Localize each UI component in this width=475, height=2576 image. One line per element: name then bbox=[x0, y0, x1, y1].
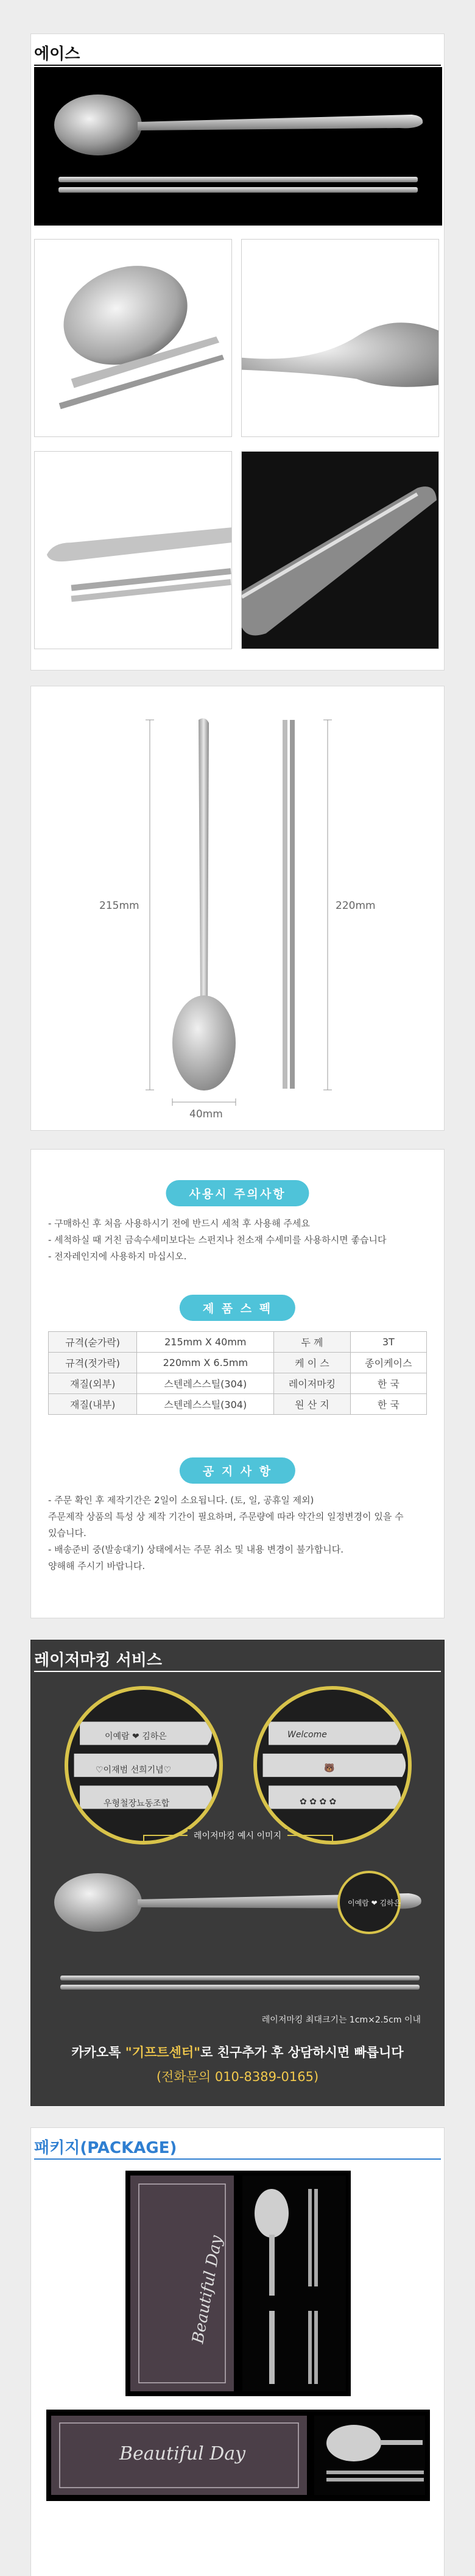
notice-note: - 배송준비 중(발송대기) 상태에서는 주문 취소 및 내용 변경이 불가합니다. bbox=[48, 1544, 344, 1555]
notice-note: 있습니다. bbox=[48, 1528, 86, 1539]
caution-note: - 구매하신 후 처음 사용하시기 전에 반드시 세척 후 사용해 주세요 bbox=[48, 1218, 310, 1229]
spec-cell: 규격(젓가락) bbox=[49, 1353, 137, 1373]
detail-photo-spoon-side bbox=[241, 239, 439, 437]
engraving-text: 이예람 ❤ 김하은 bbox=[105, 1732, 167, 1742]
dimension-section bbox=[30, 686, 445, 1131]
spec-cell: 한 국 bbox=[350, 1394, 426, 1415]
kakao-contact bbox=[31, 2043, 444, 2061]
notice-title-pill: 공 지 사 항 bbox=[180, 1457, 295, 1484]
table-row bbox=[49, 1332, 427, 1353]
product-photo-section bbox=[30, 34, 445, 671]
detail-photo-handle-closeup bbox=[241, 451, 439, 649]
spec-table bbox=[48, 1331, 427, 1415]
engraving-text: 우형철장뇨동조합 bbox=[104, 1799, 170, 1809]
table-row bbox=[49, 1373, 427, 1394]
spec-cell: 스텐레스스틸(304) bbox=[137, 1394, 274, 1415]
notice-notes bbox=[48, 1492, 427, 1574]
spec-cell: 종이케이스 bbox=[350, 1353, 426, 1373]
caution-title-pill: 사용시 주의사항 bbox=[166, 1180, 309, 1206]
spec-cell: 재질(외부) bbox=[49, 1373, 137, 1394]
notice-note: - 주문 확인 후 제작기간은 2일이 소요됩니다. (토, 일, 공휴일 제외) bbox=[48, 1495, 314, 1506]
notice-note: 양해해 주시기 바랍니다. bbox=[48, 1560, 146, 1571]
example-image-label: 레이저마킹 예시 이미지 bbox=[188, 1829, 287, 1841]
phone-contact: (전화문의 010-8389-0165) bbox=[156, 2069, 319, 2084]
package-lid-text: Beautiful Day bbox=[189, 2234, 227, 2345]
spec-cell: 한 국 bbox=[350, 1373, 426, 1394]
bear-icon: 🐻 bbox=[324, 1763, 335, 1773]
title-underline bbox=[34, 2158, 441, 2160]
chopstick-length-label: 220mm bbox=[336, 900, 376, 912]
spec-cell: 케 이 스 bbox=[274, 1353, 350, 1373]
max-size-caption: 레이저마킹 최대크기는 1cm×2.5cm 이내 bbox=[261, 2015, 421, 2025]
detail-photo-spoon-bowl bbox=[34, 239, 232, 437]
caution-note: - 전자레인지에 사용하지 마십시오. bbox=[48, 1251, 187, 1262]
laser-marking-title: 레이저마킹 서비스 bbox=[34, 1651, 162, 1670]
notice-note: 주문제작 상품의 특성 상 제작 기간이 필요하며, 주문량에 따라 약간의 일정변경이 있을 수 bbox=[48, 1511, 404, 1522]
package-section bbox=[30, 2127, 445, 2576]
laser-marking-section bbox=[30, 1640, 445, 2106]
engraved-spoon-image bbox=[31, 1860, 445, 2006]
spoon-length-label: 215mm bbox=[99, 900, 139, 912]
hero-product-image bbox=[34, 67, 442, 226]
spec-cell: 220mm X 6.5mm bbox=[137, 1353, 274, 1373]
kakao-id: "기프트센터" bbox=[125, 2045, 201, 2060]
kakao-text: 로 친구추가 후 상담하시면 빠릅니다 bbox=[200, 2045, 404, 2060]
dimension-drawing bbox=[31, 686, 445, 1131]
spec-title-pill: 제 품 스 펙 bbox=[180, 1295, 295, 1321]
package-open-image bbox=[125, 2171, 351, 2396]
spoon-width-label: 40mm bbox=[189, 1108, 223, 1120]
package-closed-image bbox=[46, 2410, 430, 2501]
spec-cell: 두 께 bbox=[274, 1332, 350, 1353]
engraving-text: Welcome bbox=[287, 1730, 327, 1740]
package-title: 패키지(PACKAGE) bbox=[34, 2139, 177, 2157]
table-row bbox=[49, 1394, 427, 1415]
caution-notes bbox=[48, 1215, 427, 1265]
title-underline bbox=[34, 65, 441, 66]
spec-cell: 규격(숟가락) bbox=[49, 1332, 137, 1353]
caution-note: - 세척하실 때 거친 금속수세미보다는 스펀지나 천소재 수세미를 사용하시면 좋습니다 bbox=[48, 1234, 387, 1245]
spoon-engraving-text: 이예람 ❤ 김하은 bbox=[348, 1899, 401, 1907]
table-row bbox=[49, 1353, 427, 1373]
spec-cell: 3T bbox=[350, 1332, 426, 1353]
spec-cell: 스텐레스스틸(304) bbox=[137, 1373, 274, 1394]
kakao-text: 카카오톡 bbox=[71, 2045, 125, 2060]
spec-cell: 재질(내부) bbox=[49, 1394, 137, 1415]
engraving-text: ♡이재범 선희기념♡ bbox=[96, 1765, 172, 1775]
spec-cell: 원 산 지 bbox=[274, 1394, 350, 1415]
info-section bbox=[30, 1149, 445, 1618]
flower-icon: ✿ ✿ ✿ ✿ bbox=[300, 1797, 337, 1807]
spec-cell: 레이저마킹 bbox=[274, 1373, 350, 1394]
package-lid-text: Beautiful Day bbox=[119, 2443, 246, 2464]
spec-cell: 215mm X 40mm bbox=[137, 1332, 274, 1353]
product-name-title: 에이스 bbox=[34, 45, 80, 63]
detail-photo-handle-ends bbox=[34, 451, 232, 649]
